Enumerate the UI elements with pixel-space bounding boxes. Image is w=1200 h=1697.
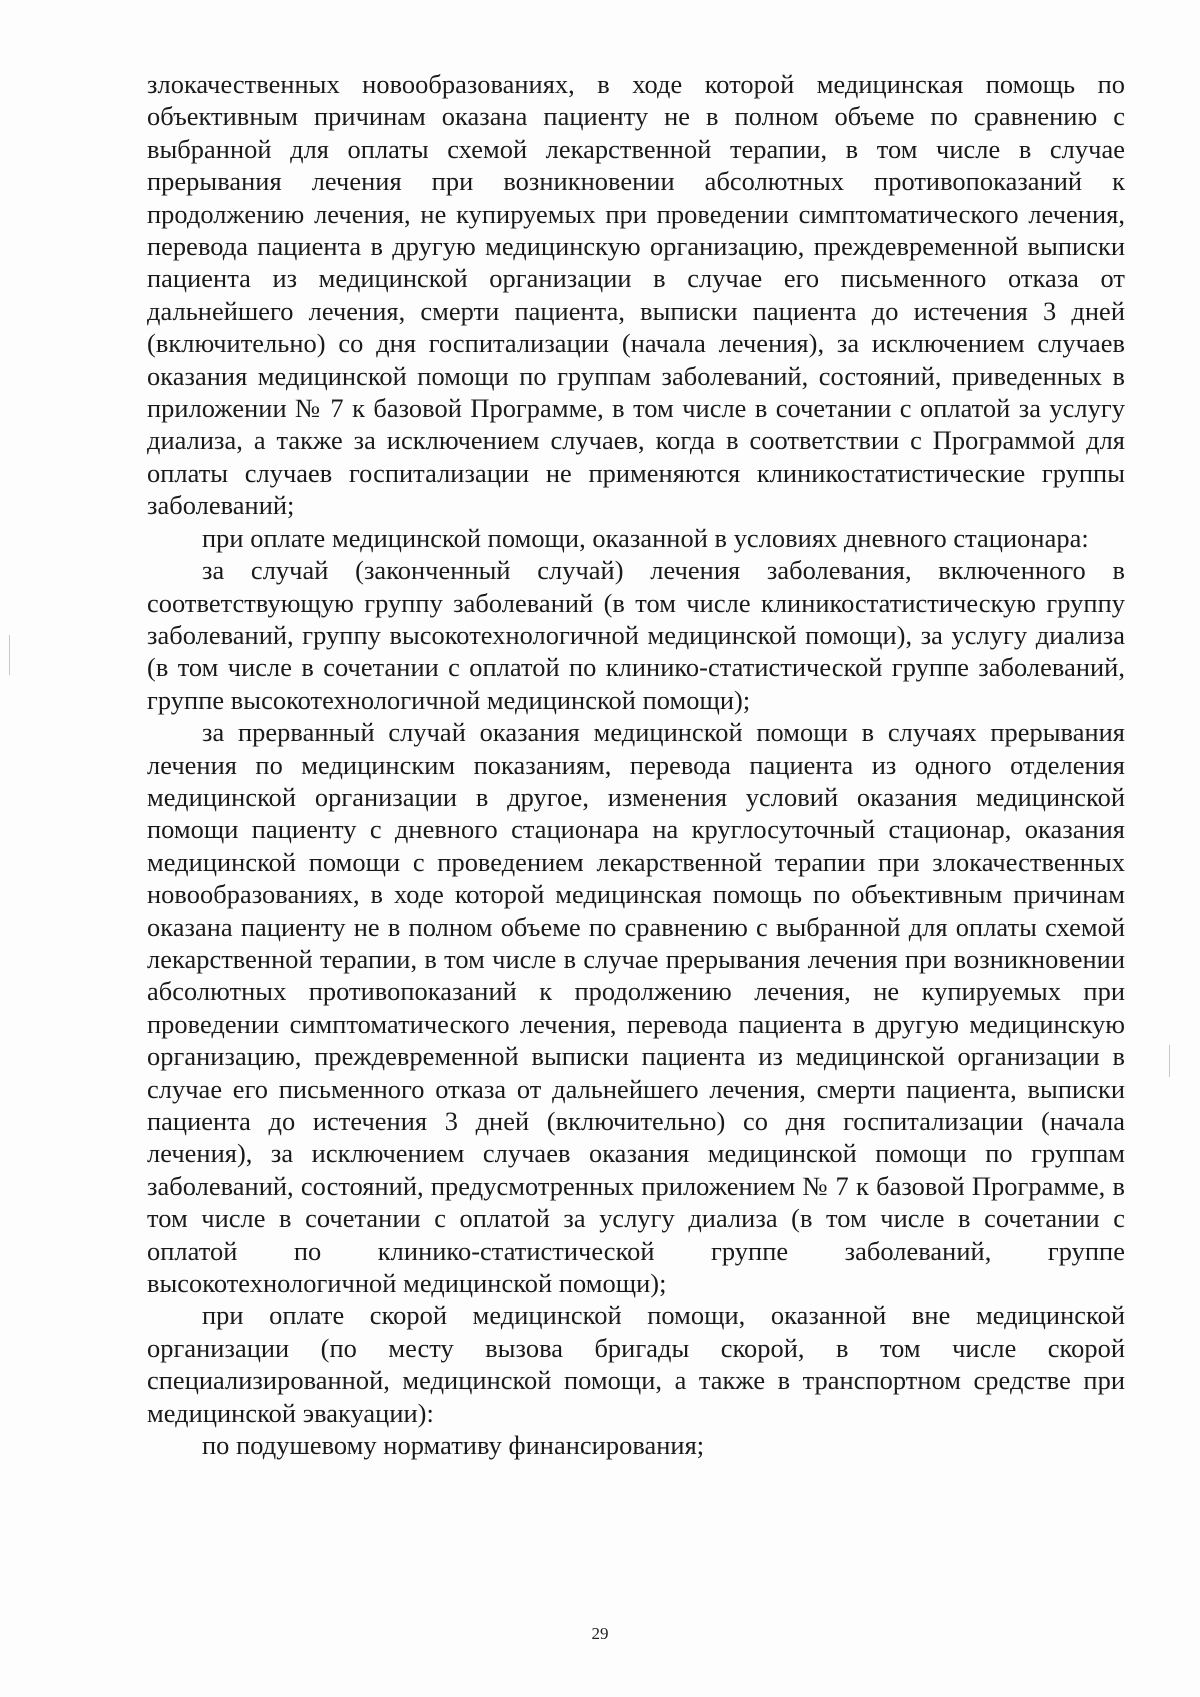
paragraph-emergency-care: при оплате скорой медицинской помощи, оказанной вне медицинской организации (по месту вызова бригады скорой, в том числе скорой специализированной, медицинской помощи, а также в транспортном средстве при медицинской эвакуации): [147,1300,1125,1428]
paragraph-day-hospital-intro: при оплате медицинской помощи, оказанной в условиях дневного стационара: [202,522,1089,553]
paragraph-per-capita: по подушевому нормативу финансирования; [202,1430,705,1461]
scan-artifact-right [1169,1045,1170,1077]
scan-artifact-left [9,635,10,675]
paragraph-interrupted-case: за прерванный случай оказания медицинской помощи в случаях прерывания лечения по медицинским показаниям, перевода пациента из одного отделения медицинской организации в другое, изменения условий оказания медицинской помощи пациенту с дневного стационара на круглосуточный стационар, оказания медицинской помощи с проведением лекарственной терапии при злокачественных новообразованиях, в ходе которой медицинская помощь по объективным причинам оказана пациенту не в полном объеме по сравнению с выбранной для оплаты схемой лекарственной терапии, в том числе в случае прерывания лечения при возникновении абсолютных противопоказаний к продолжению лечения, не купируемых при проведении симптоматического лечения, перевода пациента в другую медицинскую организацию, преждевременной выписки пациента из медицинской организации в случае его письменного отказа от дальнейшего лечения, смерти пациента, выписки пациента до истечения 3 дней (включительно) со дня госпитализации (начала лечения), за исключением случаев оказания медицинской помощи по группам заболеваний, состояний, предусмотренных приложением № 7 к базовой Программе, в том числе в сочетании с оплатой за услугу диализа (в том числе в сочетании с оплатой по клинико-статистической группе заболеваний, группе высокотехнологичной медицинской помощи); [147,717,1125,1299]
paragraph-continuation: злокачественных новообразованиях, в ходе которой медицинская помощь по объективным причинам оказана пациенту не в полном объеме по сравнению с выбранной для оплаты схемой лекарственной терапии, в том числе в случае прерывания лечения при возникновении абсолютных противопоказаний к продолжению лечения, не купируемых при проведении симптоматического лечения, перевода пациента в другую медицинскую организацию, преждевременной выписки пациента из медицинской организации в случае его письменного отказа от дальнейшего лечения, смерти пациента, выписки пациента до истечения 3 дней (включительно) со дня госпитализации (начала лечения), за исключением случаев оказания медицинской помощи по группам заболеваний, состояний, приведенных в приложении № 7 к базовой Программе, в том числе в сочетании с оплатой за услугу диализа, а также за исключением случаев, когда в соответствии с Программой для оплаты случаев госпитализации не применяются клиникостатистические группы заболеваний; [147,69,1125,521]
document-body [147,68,1125,1461]
page-number: 29 [591,1624,609,1643]
paragraph-completed-case: за случай (законченный случай) лечения заболевания, включенного в соответствующую группу заболеваний (в том числе клиникостатистическую группу заболеваний, группу высокотехнологичной медицинской помощи), за услугу диализа (в том числе в сочетании с оплатой по клинико-статистической группе заболеваний, группе высокотехнологичной медицинской помощи); [147,555,1125,715]
